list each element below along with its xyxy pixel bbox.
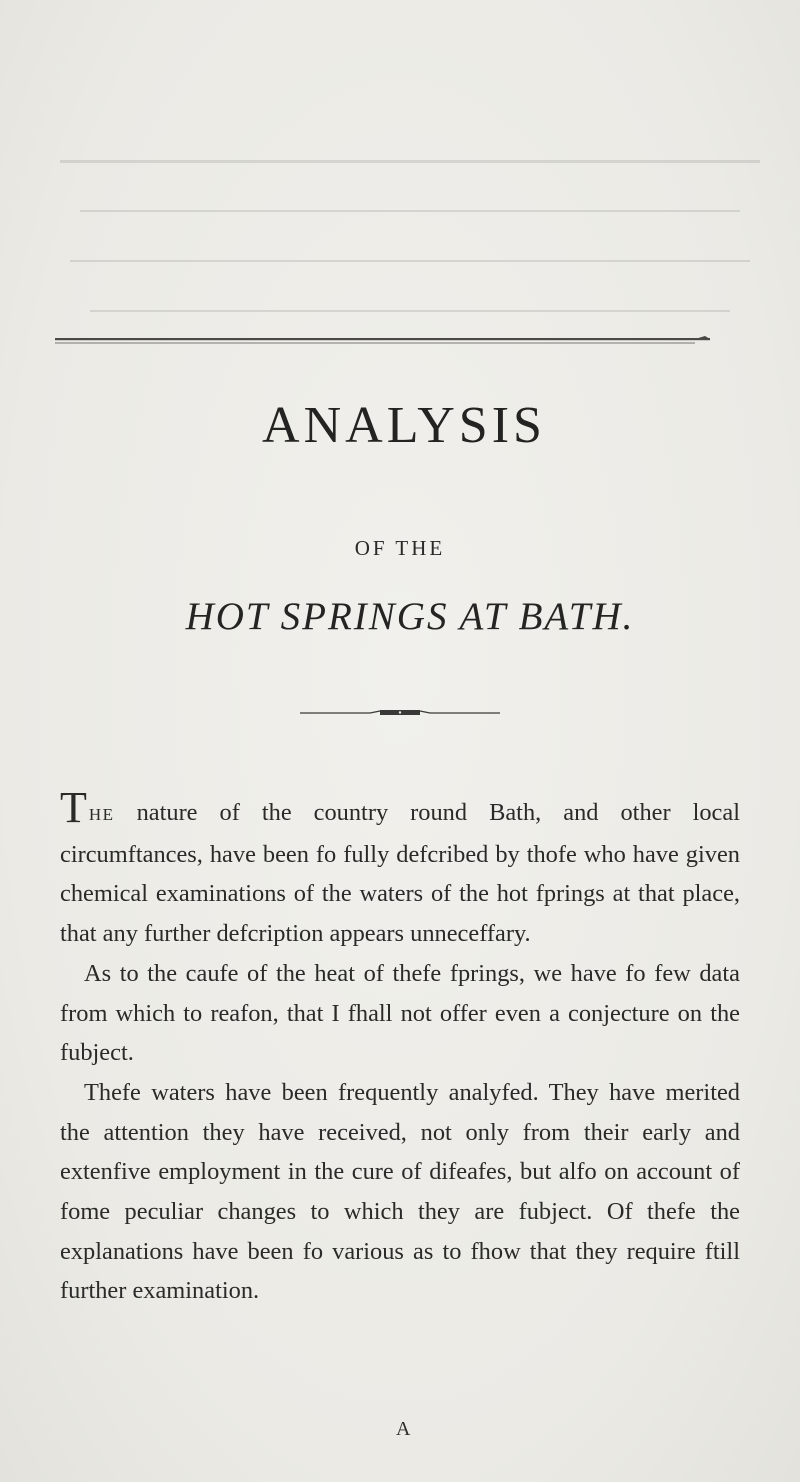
- subtitle-hot-springs: HOT SPRINGS AT BATH.: [185, 595, 635, 638]
- paragraph-2: As to the caufe of the heat of thefe fprings, we have fo few data from which to reafon, that I fhall not offer even a conjecture on the fubject.: [60, 959, 740, 1067]
- signature-mark: A: [396, 1418, 411, 1440]
- body-text: [60, 783, 740, 1311]
- subtitle-of-the: OF THE: [354, 536, 446, 560]
- small-caps: HE: [88, 805, 115, 824]
- top-rule: [55, 336, 710, 350]
- ornament-rule: [300, 708, 500, 718]
- paragraph-3: Thefe waters have been frequently analyfed. They have merited the attention they have received, not only from their early and extenfive employment in the cure of difeafes, but alfo on account of fome peculiar changes to which they are fubject. Of thefe the explanations have been fo various as to fhow that they require ftill further examination.: [60, 1078, 740, 1305]
- show-through-texture: [60, 150, 760, 350]
- page-title: ANALYSIS: [262, 397, 546, 454]
- paragraph-1: [60, 783, 740, 954]
- drop-cap: T: [60, 783, 87, 832]
- paragraph-1-text: nature of the country round Bath, and other local circumftances, have been fo fully defcribed by thofe who have given chemical examinations of the waters of the hot fprings at that place, that any further defcription appears unneceffary.: [60, 799, 740, 948]
